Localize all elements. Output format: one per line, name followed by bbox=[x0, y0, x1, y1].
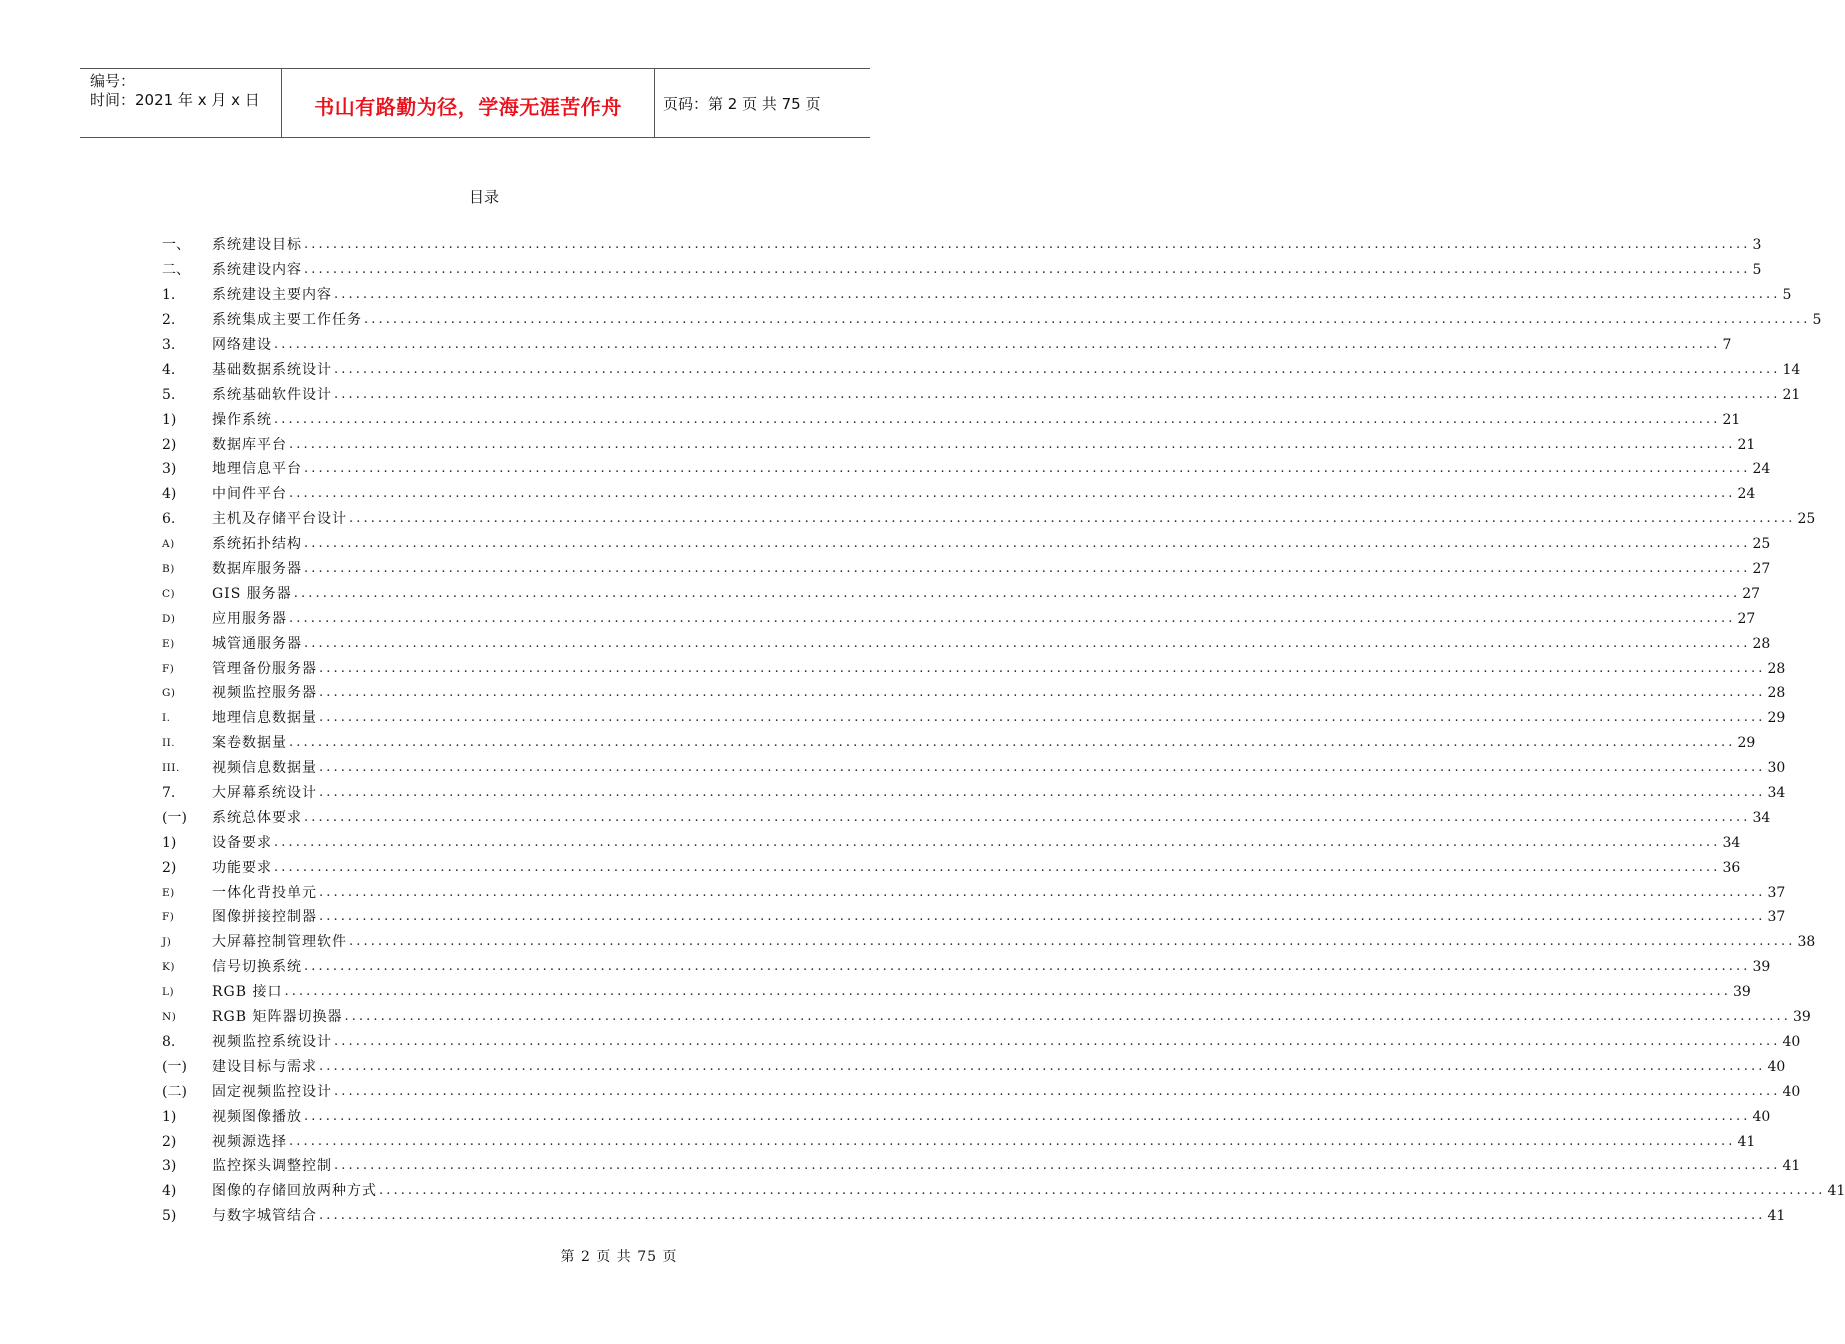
page-header bbox=[80, 68, 870, 138]
toc-entry-number: 8. bbox=[162, 1033, 176, 1050]
document-code-label: 编号： bbox=[90, 72, 136, 90]
toc-entry[interactable] bbox=[162, 1104, 1771, 1129]
toc-entry-number: E) bbox=[162, 637, 175, 650]
toc-entry-number: 一、 bbox=[162, 237, 190, 254]
toc-entry-title: 案卷数据量 bbox=[212, 735, 287, 752]
toc-entry-number: 二、 bbox=[162, 262, 190, 279]
toc-entry-number: 1) bbox=[162, 1108, 177, 1125]
toc-leader-dots: ........................................................................................................................................................................................................ bbox=[304, 809, 1751, 825]
toc-entry-title: 地理信息数据量 bbox=[212, 710, 317, 727]
toc-entry-number: I. bbox=[162, 712, 171, 725]
toc-entry-title: 视频监控服务器 bbox=[212, 685, 317, 702]
toc-entry-page: 36 bbox=[1722, 859, 1741, 876]
toc-entry-number: 2) bbox=[162, 859, 177, 876]
toc-entry-title: 视频监控系统设计 bbox=[212, 1033, 332, 1050]
toc-leader-dots: ........................................................................................................................................................................................................ bbox=[319, 884, 1766, 900]
toc-leader-dots: ........................................................................................................................................................................................................ bbox=[349, 934, 1796, 950]
toc-leader-dots: ........................................................................................................................................................................................................ bbox=[319, 909, 1766, 925]
toc-leader-dots: ........................................................................................................................................................................................................ bbox=[319, 660, 1766, 676]
toc-entry-page: 41 bbox=[1782, 1158, 1801, 1175]
toc-leader-dots: ........................................................................................................................................................................................................ bbox=[334, 386, 1781, 402]
toc-entry-number: (二) bbox=[162, 1083, 187, 1100]
toc-entry-title: 网络建设 bbox=[212, 337, 272, 353]
toc-entry-title: 建设目标与需求 bbox=[212, 1058, 317, 1075]
toc-entry-page: 40 bbox=[1752, 1108, 1771, 1125]
toc-entry-page: 24 bbox=[1752, 461, 1771, 478]
toc-entry-number: 1. bbox=[162, 287, 176, 304]
toc-leader-dots: ........................................................................................................................................................................................................ bbox=[289, 486, 1736, 502]
toc-leader-dots: ........................................................................................................................................................................................................ bbox=[334, 1158, 1781, 1174]
toc-entry-title: 城管通服务器 bbox=[212, 635, 302, 652]
toc-entry-number: F) bbox=[162, 911, 175, 924]
toc-entry-page: 25 bbox=[1752, 536, 1771, 553]
toc-entry-title: 系统集成主要工作任务 bbox=[212, 312, 362, 329]
toc-entry-number: 4) bbox=[162, 486, 177, 503]
toc-entry[interactable] bbox=[162, 557, 1771, 582]
toc-entry-number: 2) bbox=[162, 436, 177, 453]
header-page-number: 页码：第 2 页 共 75 页 bbox=[663, 95, 821, 113]
toc-entry-number: 3) bbox=[162, 1158, 177, 1175]
toc-entry[interactable] bbox=[162, 308, 1822, 333]
toc-entry-title: 设备要求 bbox=[212, 834, 272, 851]
toc-entry[interactable] bbox=[162, 581, 1761, 606]
toc-leader-dots: ........................................................................................................................................................................................................ bbox=[304, 461, 1751, 477]
toc-entry-page: 39 bbox=[1792, 1009, 1811, 1026]
toc-entry[interactable] bbox=[162, 532, 1771, 557]
toc-entry[interactable] bbox=[162, 656, 1786, 681]
toc-entry-page: 29 bbox=[1767, 710, 1786, 727]
toc-leader-dots: ........................................................................................................................................................................................................ bbox=[379, 1183, 1826, 1199]
toc-entry-page: 27 bbox=[1742, 585, 1761, 602]
toc-entry[interactable] bbox=[162, 706, 1786, 731]
toc-leader-dots: ........................................................................................................................................................................................................ bbox=[334, 1083, 1781, 1099]
toc-entry-title: 应用服务器 bbox=[212, 610, 287, 627]
toc-entry-number: 3. bbox=[162, 337, 176, 353]
toc-entry-title: GIS 服务器 bbox=[212, 585, 292, 602]
toc-entry-title: 系统建设内容 bbox=[212, 262, 302, 279]
toc-leader-dots: ........................................................................................................................................................................................................ bbox=[334, 1033, 1781, 1049]
toc-entry-page: 21 bbox=[1722, 411, 1741, 428]
toc-entry-title: 固定视频监控设计 bbox=[212, 1083, 332, 1100]
toc-entry-page: 37 bbox=[1767, 884, 1786, 901]
toc-entry-page: 41 bbox=[1827, 1183, 1845, 1200]
toc-entry-number: D) bbox=[162, 612, 176, 625]
toc-entry-title: 数据库平台 bbox=[212, 436, 287, 453]
toc-entry-page: 39 bbox=[1732, 984, 1751, 1001]
toc-entry-number: 4) bbox=[162, 1183, 177, 1200]
toc-entry-title: 监控探头调整控制 bbox=[212, 1158, 332, 1175]
toc-entry[interactable] bbox=[162, 980, 1751, 1005]
toc-entry[interactable] bbox=[162, 731, 1756, 756]
toc-entry[interactable] bbox=[162, 606, 1756, 631]
toc-entry-page: 21 bbox=[1737, 436, 1756, 453]
toc-entry-number: 7. bbox=[162, 785, 176, 802]
toc-entry-title: 管理备份服务器 bbox=[212, 660, 317, 677]
toc-entry[interactable] bbox=[162, 905, 1786, 930]
toc-leader-dots: ........................................................................................................................................................................................................ bbox=[304, 536, 1751, 552]
toc-entry-page: 41 bbox=[1767, 1208, 1786, 1225]
toc-entry-number: B) bbox=[162, 563, 175, 576]
toc-entry[interactable] bbox=[162, 1005, 1811, 1030]
toc-entry-page: 14 bbox=[1782, 361, 1801, 378]
toc-entry[interactable] bbox=[162, 1030, 1801, 1055]
toc-leader-dots: ........................................................................................................................................................................................................ bbox=[349, 511, 1796, 527]
toc-entry[interactable] bbox=[162, 781, 1786, 806]
toc-entry-page: 5 bbox=[1752, 262, 1762, 279]
page-footer: 第 2 页 共 75 页 bbox=[560, 1249, 678, 1265]
toc-entry-page: 5 bbox=[1782, 287, 1792, 304]
toc-entry[interactable] bbox=[162, 955, 1771, 980]
toc-entry-page: 38 bbox=[1797, 934, 1816, 951]
toc-entry-number: C) bbox=[162, 587, 176, 600]
toc-entry-page: 40 bbox=[1782, 1083, 1801, 1100]
toc-entry-title: 操作系统 bbox=[212, 411, 272, 428]
toc-entry-page: 37 bbox=[1767, 909, 1786, 926]
toc-leader-dots: ........................................................................................................................................................................................................ bbox=[304, 959, 1751, 975]
toc-entry[interactable] bbox=[162, 457, 1771, 482]
toc-leader-dots: ........................................................................................................................................................................................................ bbox=[274, 337, 1721, 352]
toc-entry[interactable] bbox=[162, 1204, 1786, 1229]
toc-leader-dots: ........................................................................................................................................................................................................ bbox=[289, 436, 1736, 452]
toc-leader-dots: ........................................................................................................................................................................................................ bbox=[274, 834, 1721, 850]
toc-entry-title: 信号切换系统 bbox=[212, 959, 302, 976]
toc-entry-page: 3 bbox=[1752, 237, 1762, 254]
toc-entry-number: 4. bbox=[162, 361, 176, 378]
toc-entry[interactable] bbox=[162, 855, 1741, 880]
toc-entry-page: 5 bbox=[1812, 312, 1822, 329]
toc-entry[interactable] bbox=[162, 233, 1762, 258]
toc-leader-dots: ........................................................................................................................................................................................................ bbox=[304, 237, 1751, 253]
toc-entry[interactable] bbox=[162, 507, 1816, 532]
toc-entry-number: L) bbox=[162, 986, 175, 999]
header-page-cell bbox=[655, 69, 870, 137]
toc-entry-page: 40 bbox=[1782, 1033, 1801, 1050]
toc-entry[interactable] bbox=[162, 283, 1792, 308]
toc-entry-title: 视频信息数据量 bbox=[212, 760, 317, 777]
toc-entry-title: 系统建设目标 bbox=[212, 237, 302, 254]
toc-entry-title: 系统拓扑结构 bbox=[212, 536, 302, 553]
toc-entry-number: (一) bbox=[162, 809, 187, 826]
toc-entry-page: 40 bbox=[1767, 1058, 1786, 1075]
toc-entry-number: E) bbox=[162, 886, 175, 899]
toc-entry-title: 视频图像播放 bbox=[212, 1108, 302, 1125]
toc-entry-title: 数据库服务器 bbox=[212, 561, 302, 578]
toc-entry-number: A) bbox=[162, 538, 175, 551]
toc-entry-page: 21 bbox=[1782, 386, 1801, 403]
toc-entry[interactable] bbox=[162, 1154, 1801, 1179]
toc-entry[interactable] bbox=[162, 1079, 1801, 1104]
toc-entry-page: 28 bbox=[1767, 660, 1786, 677]
toc-entry-number: 6. bbox=[162, 511, 176, 528]
toc-leader-dots: ........................................................................................................................................................................................................ bbox=[334, 287, 1781, 303]
toc-leader-dots: ........................................................................................................................................................................................................ bbox=[289, 735, 1736, 751]
toc-leader-dots: ........................................................................................................................................................................................................ bbox=[319, 1058, 1766, 1074]
toc-entry-page: 34 bbox=[1752, 809, 1771, 826]
table-of-contents bbox=[162, 233, 1845, 1229]
toc-entry-page: 27 bbox=[1737, 610, 1756, 627]
toc-entry[interactable] bbox=[162, 482, 1756, 507]
toc-entry[interactable] bbox=[162, 258, 1762, 283]
toc-entry-title: 视频源选择 bbox=[212, 1133, 287, 1150]
header-motto: 书山有路勤为径，学海无涯苦作舟 bbox=[314, 95, 622, 119]
toc-entry[interactable] bbox=[162, 880, 1786, 905]
toc-leader-dots: ........................................................................................................................................................................................................ bbox=[304, 561, 1751, 577]
toc-entry-page: 28 bbox=[1767, 685, 1786, 702]
toc-entry[interactable] bbox=[162, 930, 1816, 955]
toc-entry[interactable] bbox=[162, 357, 1801, 382]
toc-leader-dots: ........................................................................................................................................................................................................ bbox=[319, 785, 1766, 801]
toc-entry-page: 34 bbox=[1767, 785, 1786, 802]
toc-entry-title: 大屏幕控制管理软件 bbox=[212, 934, 347, 951]
toc-entry-number: 2) bbox=[162, 1133, 177, 1150]
toc-entry-page: 24 bbox=[1737, 486, 1756, 503]
toc-entry-number: K) bbox=[162, 961, 175, 974]
toc-entry[interactable] bbox=[162, 631, 1771, 656]
toc-entry[interactable] bbox=[162, 830, 1741, 855]
toc-entry-number: 3) bbox=[162, 461, 177, 478]
toc-entry-title: RGB 矩阵器切换器 bbox=[212, 1009, 343, 1026]
toc-leader-dots: ........................................................................................................................................................................................................ bbox=[274, 859, 1721, 875]
toc-entry-title: 与数字城管结合 bbox=[212, 1208, 317, 1225]
toc-entry-number: J) bbox=[162, 936, 172, 949]
toc-entry-number: N) bbox=[162, 1011, 177, 1024]
toc-entry-title: 中间件平台 bbox=[212, 486, 287, 503]
toc-entry[interactable] bbox=[162, 805, 1771, 830]
toc-entry[interactable] bbox=[162, 333, 1732, 358]
toc-entry-title: 基础数据系统设计 bbox=[212, 361, 332, 378]
toc-entry-page: 28 bbox=[1752, 635, 1771, 652]
toc-entry-title: 大屏幕系统设计 bbox=[212, 785, 317, 802]
header-motto-cell bbox=[282, 69, 655, 137]
toc-entry-number: 5. bbox=[162, 386, 176, 403]
toc-entry-number: 5) bbox=[162, 1208, 177, 1225]
toc-entry-page: 39 bbox=[1752, 959, 1771, 976]
toc-entry-number: III. bbox=[162, 762, 180, 775]
toc-entry-title: 功能要求 bbox=[212, 859, 272, 876]
toc-entry-number: 2. bbox=[162, 312, 176, 329]
toc-leader-dots: ........................................................................................................................................................................................................ bbox=[319, 710, 1766, 726]
toc-leader-dots: ........................................................................................................................................................................................................ bbox=[344, 1009, 1791, 1025]
toc-entry[interactable] bbox=[162, 756, 1786, 781]
toc-leader-dots: ........................................................................................................................................................................................................ bbox=[289, 1133, 1736, 1149]
toc-leader-dots: ........................................................................................................................................................................................................ bbox=[289, 610, 1736, 626]
toc-entry-number: II. bbox=[162, 737, 176, 750]
toc-leader-dots: ........................................................................................................................................................................................................ bbox=[364, 312, 1811, 328]
toc-entry-title: 主机及存储平台设计 bbox=[212, 511, 347, 528]
toc-entry-page: 25 bbox=[1797, 511, 1816, 528]
toc-entry-number: (一) bbox=[162, 1058, 187, 1075]
toc-entry-title: 系统总体要求 bbox=[212, 809, 302, 826]
toc-entry-number: F) bbox=[162, 662, 175, 675]
toc-entry-page: 30 bbox=[1767, 760, 1786, 777]
toc-leader-dots: ........................................................................................................................................................................................................ bbox=[274, 411, 1721, 427]
toc-entry-number: G) bbox=[162, 687, 176, 700]
toc-leader-dots: ........................................................................................................................................................................................................ bbox=[304, 262, 1751, 278]
toc-entry-title: 地理信息平台 bbox=[212, 461, 302, 478]
toc-entry-page: 29 bbox=[1737, 735, 1756, 752]
toc-entry-title: RGB 接口 bbox=[212, 984, 283, 1001]
toc-entry-page: 41 bbox=[1737, 1133, 1756, 1150]
toc-entry-page: 34 bbox=[1722, 834, 1741, 851]
toc-leader-dots: ........................................................................................................................................................................................................ bbox=[319, 760, 1766, 776]
toc-entry[interactable] bbox=[162, 407, 1741, 432]
toc-leader-dots: ........................................................................................................................................................................................................ bbox=[319, 1208, 1766, 1224]
document-date-label: 时间：2021 年 x 月 x 日 bbox=[90, 91, 260, 109]
header-meta-cell bbox=[80, 69, 282, 137]
toc-entry[interactable] bbox=[162, 1129, 1756, 1154]
toc-entry-number: 1) bbox=[162, 834, 177, 851]
toc-entry[interactable] bbox=[162, 1054, 1786, 1079]
toc-entry-page: 27 bbox=[1752, 561, 1771, 578]
toc-entry-title: 一体化背投单元 bbox=[212, 884, 317, 901]
toc-entry-title: 图像的存储回放两种方式 bbox=[212, 1183, 377, 1200]
toc-entry-title: 图像拼接控制器 bbox=[212, 909, 317, 926]
toc-entry[interactable] bbox=[162, 681, 1786, 706]
toc-leader-dots: ........................................................................................................................................................................................................ bbox=[319, 685, 1766, 701]
toc-leader-dots: ........................................................................................................................................................................................................ bbox=[304, 1108, 1751, 1124]
toc-entry[interactable] bbox=[162, 1179, 1845, 1204]
toc-entry-number: 1) bbox=[162, 411, 177, 428]
toc-leader-dots: ........................................................................................................................................................................................................ bbox=[304, 635, 1751, 651]
toc-entry-title: 系统建设主要内容 bbox=[212, 287, 332, 304]
toc-title: 目录 bbox=[468, 188, 499, 206]
toc-leader-dots: ........................................................................................................................................................................................................ bbox=[284, 984, 1731, 1000]
toc-leader-dots: ........................................................................................................................................................................................................ bbox=[334, 361, 1781, 377]
toc-entry-title: 系统基础软件设计 bbox=[212, 386, 332, 403]
toc-leader-dots: ........................................................................................................................................................................................................ bbox=[293, 585, 1741, 601]
toc-entry-page: 7 bbox=[1722, 337, 1732, 353]
toc-entry[interactable] bbox=[162, 382, 1801, 407]
toc-entry[interactable] bbox=[162, 432, 1756, 457]
